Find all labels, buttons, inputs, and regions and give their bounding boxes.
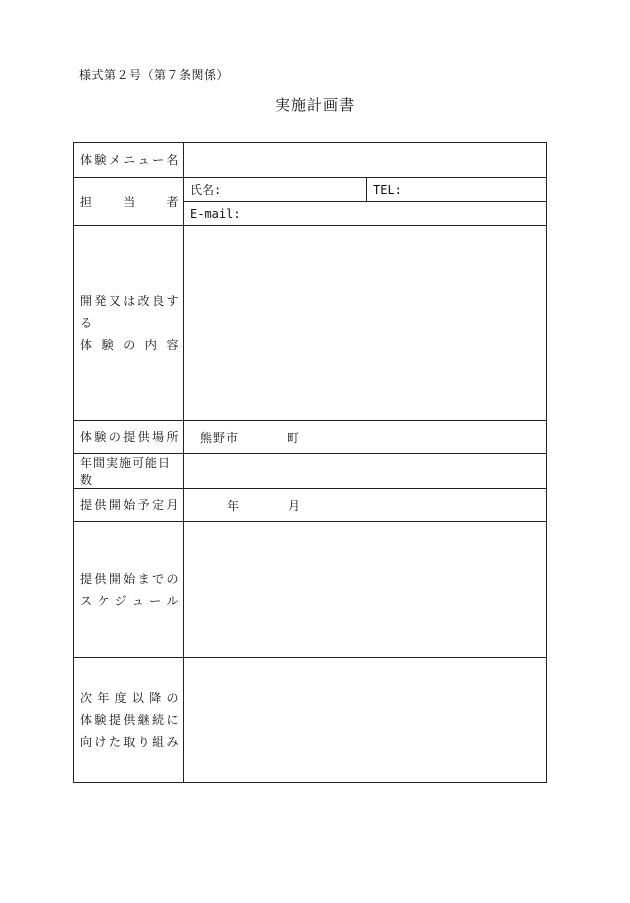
menu-name-label: 体験メニュー名 [74, 143, 184, 178]
menu-name-field[interactable] [184, 143, 547, 178]
days-field[interactable] [184, 454, 547, 489]
continuation-label [74, 658, 184, 783]
location-label: 体験の提供場所 [74, 421, 184, 454]
content-label-line-1: 開発又は改良する [80, 294, 179, 330]
continuation-label-line-1: 次年度以降の [80, 691, 179, 705]
form-number: 様式第２号（第７条関係） [79, 68, 230, 82]
start-year: 年 [227, 498, 241, 513]
start-month: 月 [288, 498, 302, 513]
location-field[interactable] [184, 421, 547, 454]
row-schedule [74, 522, 547, 658]
name-field[interactable] [184, 178, 367, 202]
start-field[interactable] [184, 489, 547, 522]
email-label: E-mail: [190, 206, 241, 221]
content-label [74, 226, 184, 421]
row-menu-name [74, 143, 547, 178]
person-label: 担 当 者 [74, 178, 184, 226]
location-town: 町 [287, 430, 301, 445]
plan-table [73, 142, 547, 783]
schedule-field[interactable] [184, 522, 547, 658]
row-start [74, 489, 547, 522]
continuation-field[interactable] [184, 658, 547, 783]
schedule-label-line-2: スケジュール [80, 593, 179, 608]
location-city: 熊野市 [200, 430, 240, 445]
content-label-line-2: 体 験 の 内 容 [80, 338, 179, 352]
schedule-label-line-1: 提供開始までの [80, 571, 179, 586]
schedule-label [74, 522, 184, 658]
row-location [74, 421, 547, 454]
start-label: 提供開始予定月 [74, 489, 184, 522]
continuation-label-line-3: 向けた取り組み [80, 735, 179, 749]
email-field[interactable] [184, 202, 547, 226]
continuation-label-line-2: 体験提供継続に [80, 713, 179, 727]
name-label: 氏名: [190, 183, 222, 197]
tel-label: TEL: [373, 182, 402, 197]
row-content [74, 226, 547, 421]
content-field[interactable] [184, 226, 547, 421]
days-label: 年間実施可能日数 [74, 454, 184, 489]
row-continuation [74, 658, 547, 783]
tel-field[interactable] [367, 178, 547, 202]
row-days [74, 454, 547, 489]
row-person [74, 178, 547, 202]
page-title: 実施計画書 [274, 96, 355, 114]
